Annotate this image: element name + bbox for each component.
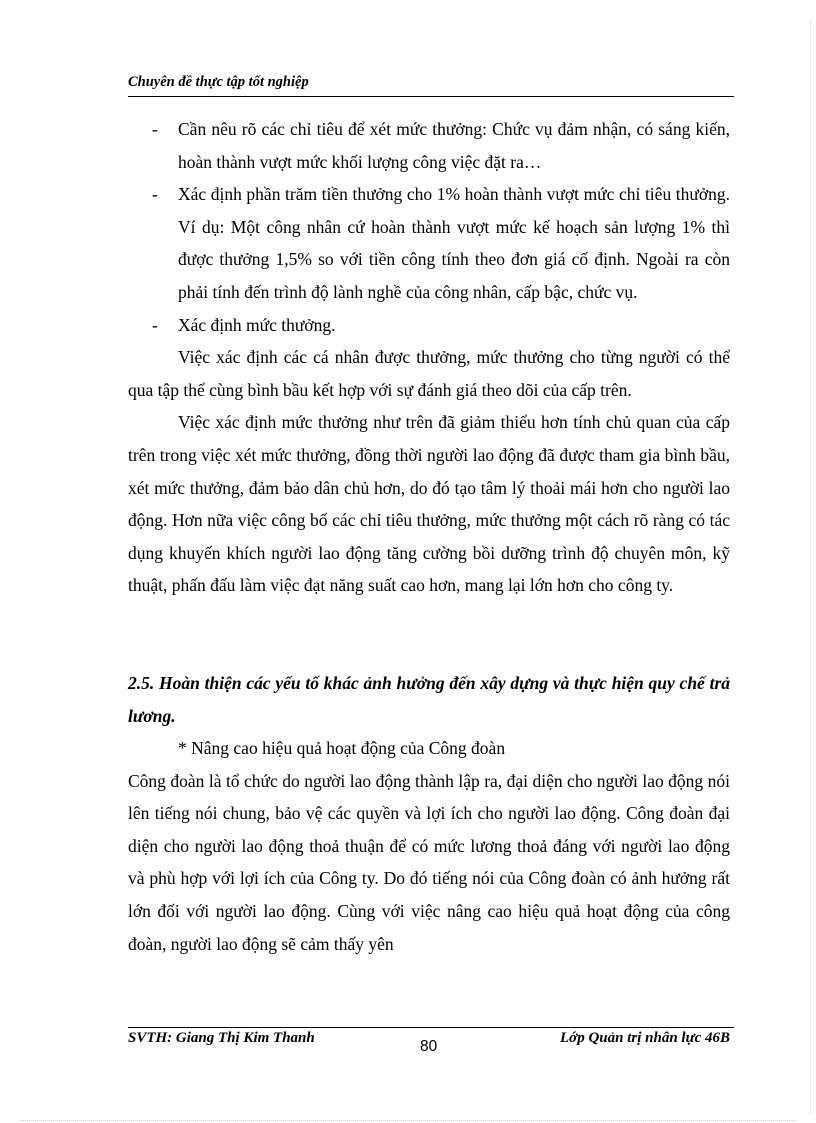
header-rule <box>128 96 734 97</box>
bullet-dash: - <box>152 314 158 335</box>
running-header-title: Chuyên đề thực tập tốt nghiệp <box>128 74 309 90</box>
page-body <box>128 113 730 960</box>
paragraph: Việc xác định các cá nhân được thưởng, mức thưởng cho từng người có thể qua tập thể cùng bình bầu kết hợp với sự đánh giá theo dõi của cấp trên. <box>128 347 730 400</box>
paragraph: Việc xác định mức thưởng như trên đã giảm thiểu hơn tính chủ quan của cấp trên trong việc xét mức thưởng, đồng thời người lao động đã được tham gia bình bầu, xét mức thưởng, đảm bảo dân chủ hơn, do đó tạo tâm lý thoải mái hơn cho người lao động. Hơn nữa việc công bố các chỉ tiêu thưởng, mức thưởng một cách rõ ràng có tác dụng khuyến khích người lao động tăng cường bồi dưỡng trình độ chuyên môn, kỹ thuật, phấn đấu làm việc đạt năng suất cao hơn, mang lại lớn hơn cho công ty. <box>128 412 730 596</box>
paragraph: Công đoàn là tổ chức do người lao động thành lập ra, đại diện cho người lao động nói lên tiếng nói chung, bảo vệ các quyền và lợi ích cho người lao động. Công đoàn đại diện cho người lao động thoả thuận để có mức lương thoả đáng với người lao động và phù hợp với lợi ích của Công ty. Do đó tiếng nói của Công đoàn có ảnh hưởng rất lớn đối với người lao động. Cùng với việc nâng cao hiệu quả hoạt động của công đoàn, người lao động sẽ cảm thấy yên <box>128 770 730 954</box>
footer-author: SVTH: Giang Thị Kim Thanh <box>128 1030 315 1046</box>
page-edge-right <box>810 20 811 1113</box>
section-spacer <box>128 602 730 667</box>
bullet-text: Xác định mức thưởng. <box>178 314 336 335</box>
bullet-dash: - <box>152 119 158 139</box>
footer-class: Lớp Quản trị nhân lực 46B <box>560 1030 730 1046</box>
page-edge-bottom <box>20 1120 796 1121</box>
bullet-text: Xác định phần trăm tiền thưởng cho 1% hoàn thành vượt mức chỉ tiêu thưởng. Ví dụ: Một công nhân cứ hoàn thành vượt mức kế hoạch sản lượng 1% thì được thưởng 1,5% so với tiền công tính theo đơn giá cố định. Ngoài ra còn phải tính đến trình độ lành nghề của công nhân, cấp bậc, chức vụ. <box>178 184 730 302</box>
bullet-item <box>128 309 730 342</box>
bullet-dash: - <box>152 184 158 205</box>
bullet-text: Cần nêu rõ các chỉ tiêu để xét mức thưởng: Chức vụ đảm nhận, có sáng kiến, hoàn thành vượt mức khối lượng công việc đặt ra… <box>178 119 730 172</box>
page-number: 80 <box>420 1038 438 1055</box>
section-heading: 2.5. Hoàn thiện các yếu tố khác ảnh hưởng đến xây dựng và thực hiện quy chế trả lương. <box>128 672 730 726</box>
bullet-item <box>128 113 730 178</box>
footer-rule <box>128 1027 734 1028</box>
bullet-item <box>128 178 730 308</box>
section-subheading: * Nâng cao hiệu quả hoạt động của Công đoàn <box>178 738 506 759</box>
